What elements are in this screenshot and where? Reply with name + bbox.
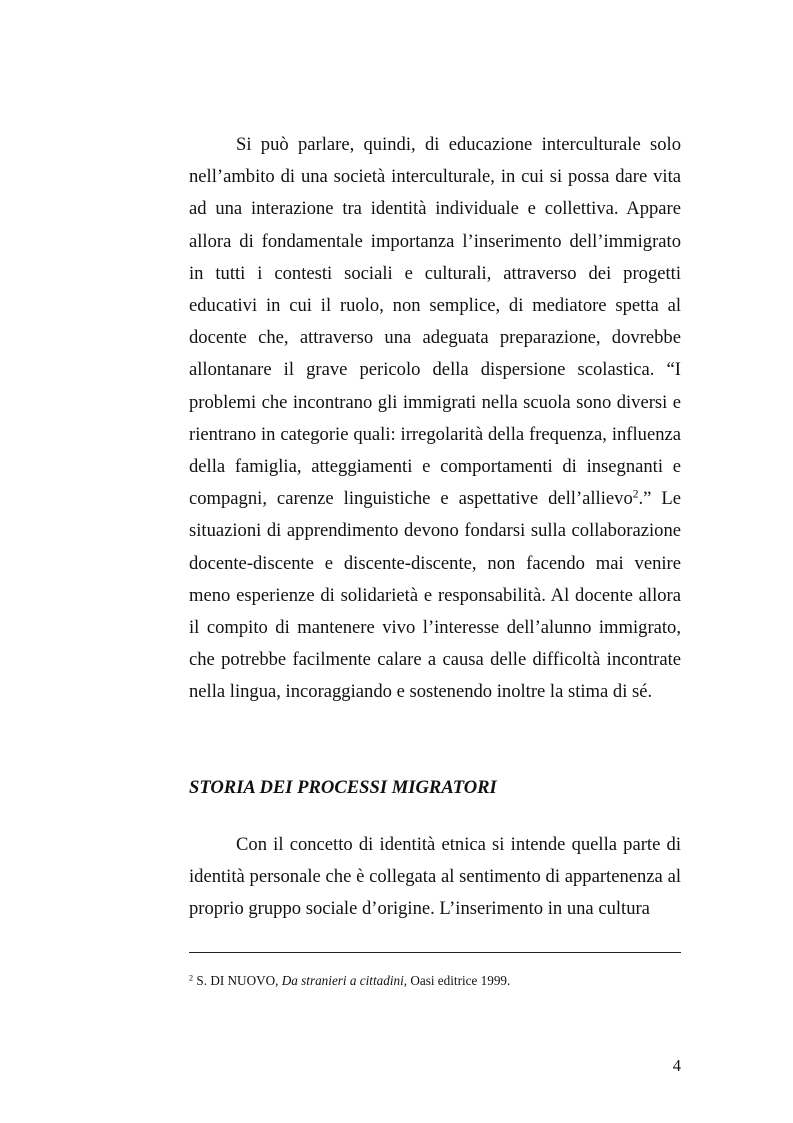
paragraph-1-text-part1: Si può parlare, quindi, di educazione interculturale solo nell’ambito di una società interculturale, in cui si possa dare vita ad una interazione tra identità individuale e collettiva. Appare allora di fondamentale importanza l’inserimento dell’immigrato in tutti i contesti sociali e culturali, attraverso dei progetti educativi in cui il ruolo, non semplice, di mediatore spetta al docente che, attraverso una adeguata preparazione, dovrebbe allontanare il grave pericolo della dispersione scolastica. “I problemi che incontrano gli immigrati nella scuola sono diversi e rientrano in categorie quali: irregolarità della frequenza, influenza della famiglia, atteggiamenti e comportamenti di insegnanti e compagni, carenze linguistiche e aspettative dell’allievo: [189, 134, 681, 510]
footnote-number: 2: [189, 973, 194, 983]
section-heading: STORIA DEI PROCESSI MIGRATORI: [189, 777, 497, 798]
footnote-author: S. DI NUOVO,: [196, 973, 279, 988]
footnote-publisher: , Oasi editrice 1999.: [403, 973, 511, 988]
footnote-separator: [189, 952, 681, 953]
body-paragraph-1: [189, 129, 681, 709]
footnote-reference: 2: [632, 488, 639, 501]
paragraph-1-text-part2: .” Le situazioni di apprendimento devono fondarsi sulla collaborazione docente-discente e discente-discente, non facendo mai venire meno esperienze di solidarietà e responsabilità. Al docente allora il compito di mantenere vivo l’interesse dell’alunno immigrato, che potrebbe facilmente calare a causa delle difficoltà incontrate nella lingua, incoraggiando e sostenendo inoltre la stima di sé.: [189, 488, 681, 703]
body-paragraph-2: [189, 829, 681, 926]
paragraph-2-text: Con il concetto di identità etnica si intende quella parte di identità personale che è collegata al sentimento di appartenenza al proprio gruppo sociale d’origine. L’inserimento in una cultura: [189, 834, 681, 920]
page-number: 4: [672, 1056, 681, 1075]
footnote-title: Da stranieri a cittadini: [281, 973, 404, 988]
footnote: [189, 972, 681, 990]
